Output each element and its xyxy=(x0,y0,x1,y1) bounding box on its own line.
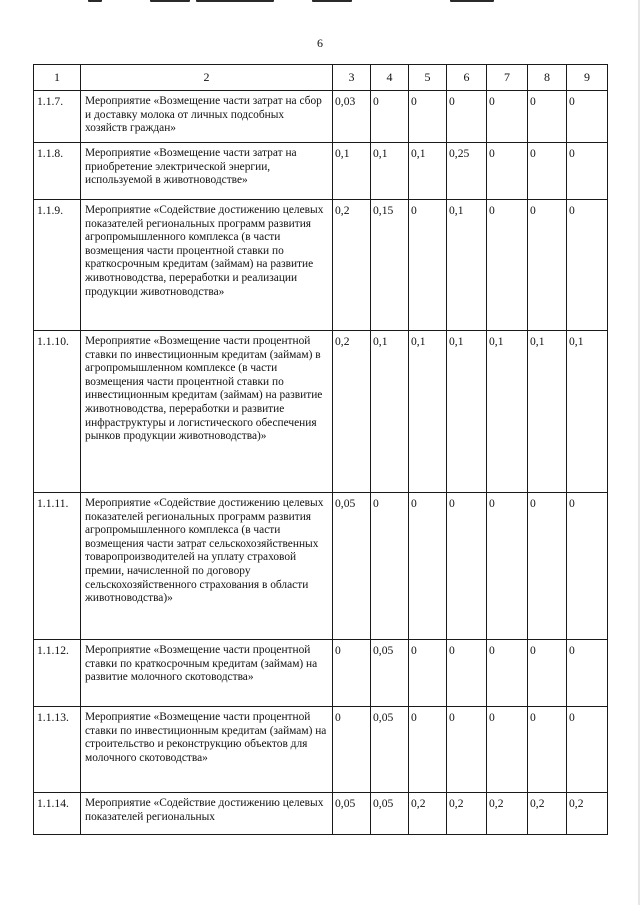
table-row xyxy=(34,91,608,143)
row-value: 0 xyxy=(528,707,567,793)
row-value: 0,2 xyxy=(409,793,447,835)
column-header: 8 xyxy=(528,65,567,91)
row-value: 0,15 xyxy=(371,200,409,331)
row-value: 0 xyxy=(487,493,528,640)
table-row xyxy=(34,640,608,707)
table-row xyxy=(34,143,608,200)
row-value: 0,03 xyxy=(333,91,371,143)
row-value: 0 xyxy=(447,640,487,707)
row-description: Мероприятие «Содействие достижению целевых показателей региональных xyxy=(81,793,333,835)
row-value: 0,05 xyxy=(371,707,409,793)
row-value: 0 xyxy=(567,707,608,793)
row-number: 1.1.14. xyxy=(34,793,81,835)
column-header: 7 xyxy=(487,65,528,91)
row-value: 0,1 xyxy=(409,143,447,200)
row-value: 0 xyxy=(567,91,608,143)
row-value: 0,2 xyxy=(447,793,487,835)
row-value: 0,1 xyxy=(333,143,371,200)
row-value: 0 xyxy=(333,640,371,707)
row-value: 0,2 xyxy=(487,793,528,835)
table-row xyxy=(34,331,608,493)
column-header: 3 xyxy=(333,65,371,91)
row-value: 0 xyxy=(567,143,608,200)
row-value: 0 xyxy=(447,707,487,793)
row-value: 0 xyxy=(409,91,447,143)
row-number: 1.1.12. xyxy=(34,640,81,707)
page-number: 6 xyxy=(317,36,323,50)
row-value: 0 xyxy=(447,493,487,640)
row-value: 0 xyxy=(371,493,409,640)
column-header: 6 xyxy=(447,65,487,91)
row-value: 0 xyxy=(371,91,409,143)
table-row xyxy=(34,707,608,793)
row-value: 0,25 xyxy=(447,143,487,200)
row-value: 0,1 xyxy=(447,200,487,331)
row-value: 0,2 xyxy=(567,793,608,835)
row-value: 0,2 xyxy=(528,793,567,835)
row-value: 0,2 xyxy=(333,200,371,331)
row-value: 0 xyxy=(409,707,447,793)
row-value: 0 xyxy=(409,640,447,707)
cut-off-previous-page-text xyxy=(0,0,640,6)
indicators-table xyxy=(33,64,608,835)
row-value: 0,2 xyxy=(333,331,371,493)
row-value: 0,1 xyxy=(371,143,409,200)
row-value: 0,1 xyxy=(371,331,409,493)
row-value: 0 xyxy=(567,640,608,707)
row-number: 1.1.7. xyxy=(34,91,81,143)
row-value: 0 xyxy=(487,91,528,143)
row-value: 0 xyxy=(409,493,447,640)
row-value: 0,05 xyxy=(371,793,409,835)
row-description: Мероприятие «Возмещение части затрат на сбор и доставку молока от личных подсобных хозяйств граждан» xyxy=(81,91,333,143)
table-row xyxy=(34,793,608,835)
row-value: 0,1 xyxy=(528,331,567,493)
row-value: 0,05 xyxy=(371,640,409,707)
row-value: 0 xyxy=(447,91,487,143)
row-value: 0 xyxy=(333,707,371,793)
row-value: 0 xyxy=(487,200,528,331)
row-value: 0,1 xyxy=(567,331,608,493)
column-header: 4 xyxy=(371,65,409,91)
row-value: 0 xyxy=(528,91,567,143)
row-value: 0 xyxy=(567,493,608,640)
table-row xyxy=(34,200,608,331)
row-number: 1.1.10. xyxy=(34,331,81,493)
row-number: 1.1.13. xyxy=(34,707,81,793)
row-number: 1.1.8. xyxy=(34,143,81,200)
row-number: 1.1.11. xyxy=(34,493,81,640)
table-header-row xyxy=(34,65,608,91)
row-value: 0 xyxy=(528,143,567,200)
row-value: 0 xyxy=(528,200,567,331)
row-description: Мероприятие «Содействие достижению целевых показателей региональных программ развития агропромышленного комплекса (в части возмещения части процентной ставки по краткосрочным кредитам (займам) на развитие животноводства, переработки и реализации продукции животноводства» xyxy=(81,200,333,331)
table-row xyxy=(34,493,608,640)
row-value: 0,1 xyxy=(447,331,487,493)
row-value: 0,1 xyxy=(487,331,528,493)
row-description: Мероприятие «Возмещение части процентной ставки по краткосрочным кредитам (займам) на развитие молочного скотоводства» xyxy=(81,640,333,707)
row-value: 0 xyxy=(487,707,528,793)
column-header: 9 xyxy=(567,65,608,91)
row-value: 0 xyxy=(487,640,528,707)
row-value: 0,05 xyxy=(333,793,371,835)
column-header: 5 xyxy=(409,65,447,91)
row-value: 0 xyxy=(567,200,608,331)
row-number: 1.1.9. xyxy=(34,200,81,331)
row-description: Мероприятие «Возмещение части затрат на приобретение электрической энергии, используемой в животноводстве» xyxy=(81,143,333,200)
row-value: 0 xyxy=(487,143,528,200)
row-description: Мероприятие «Возмещение части процентной ставки по инвестиционным кредитам (займам) на строительство и реконструкцию объектов для молочного скотоводства» xyxy=(81,707,333,793)
row-value: 0 xyxy=(528,493,567,640)
column-header: 1 xyxy=(34,65,81,91)
row-value: 0,05 xyxy=(333,493,371,640)
row-description: Мероприятие «Возмещение части процентной ставки по инвестиционным кредитам (займам) в агропромышленном комплексе (в части возмещения части процентной ставки по инвестиционным кредитам (займам) на развитие животноводства, переработки и развитие инфраструктуры и логистического обеспечения рынков продукции животноводства)» xyxy=(81,331,333,493)
row-value: 0 xyxy=(409,200,447,331)
column-header: 2 xyxy=(81,65,333,91)
row-description: Мероприятие «Содействие достижению целевых показателей региональных программ развития агропромышленного комплекса (в части возмещения части затрат сельскохозяйственных товаропроизводителей на уплату страховой премии, начисленной по договору сельскохозяйственного страхования в области животноводства)» xyxy=(81,493,333,640)
row-value: 0,1 xyxy=(409,331,447,493)
row-value: 0 xyxy=(528,640,567,707)
